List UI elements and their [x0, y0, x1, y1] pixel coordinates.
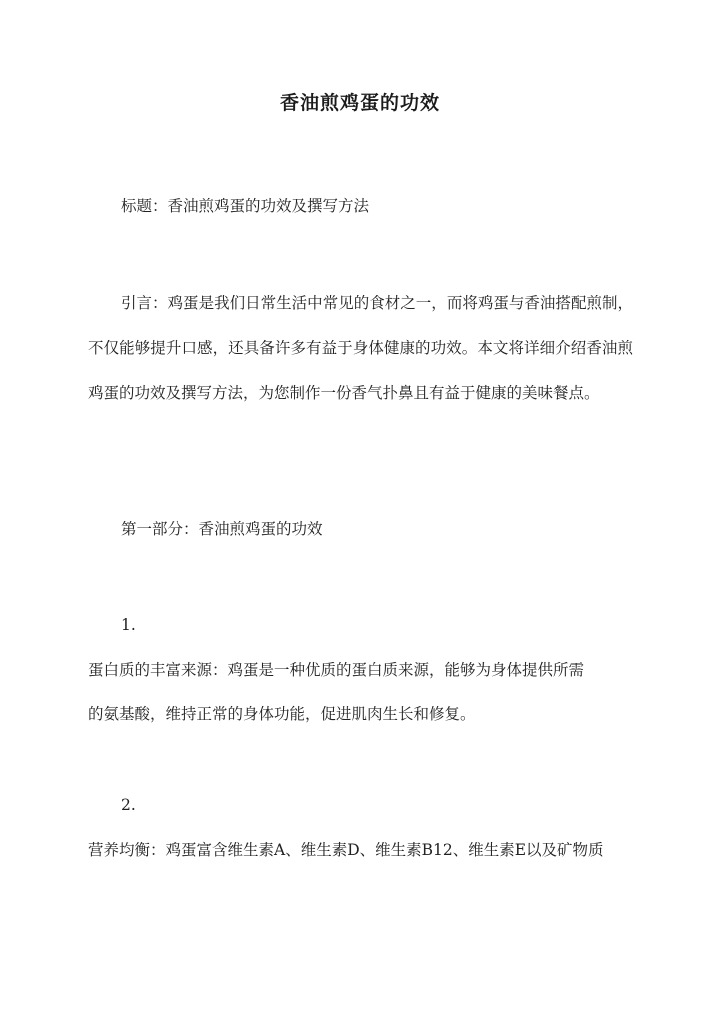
item2-number: 2. [121, 796, 136, 814]
item1-text-line2: 的氨基酸，维持正常的身体功能，促进肌肉生长和修复。 [88, 705, 476, 723]
heading-line: 标题：香油煎鸡蛋的功效及撰写方法 [121, 197, 370, 215]
part1-heading: 第一部分：香油煎鸡蛋的功效 [121, 520, 323, 538]
item2-text-line1: 营养均衡：鸡蛋富含维生素A、维生素D、维生素B12、维生素E以及矿物质 [88, 841, 604, 859]
intro-paragraph: 引言：鸡蛋是我们日常生活中常见的食材之一，而将鸡蛋与香油搭配煎制，不仅能够提升口感，还具备许多有益于身体健康的功效。本文将详细介绍香油煎鸡蛋的功效及撰写方法，为您制作一份香气扑鼻且有益于健康的美味餐点。 [88, 294, 633, 402]
document-title: 香油煎鸡蛋的功效 [279, 92, 440, 114]
item1-text-line1: 蛋白质的丰富来源：鸡蛋是一种优质的蛋白质来源，能够为身体提供所需 [88, 661, 585, 679]
item1-number: 1. [121, 616, 136, 634]
